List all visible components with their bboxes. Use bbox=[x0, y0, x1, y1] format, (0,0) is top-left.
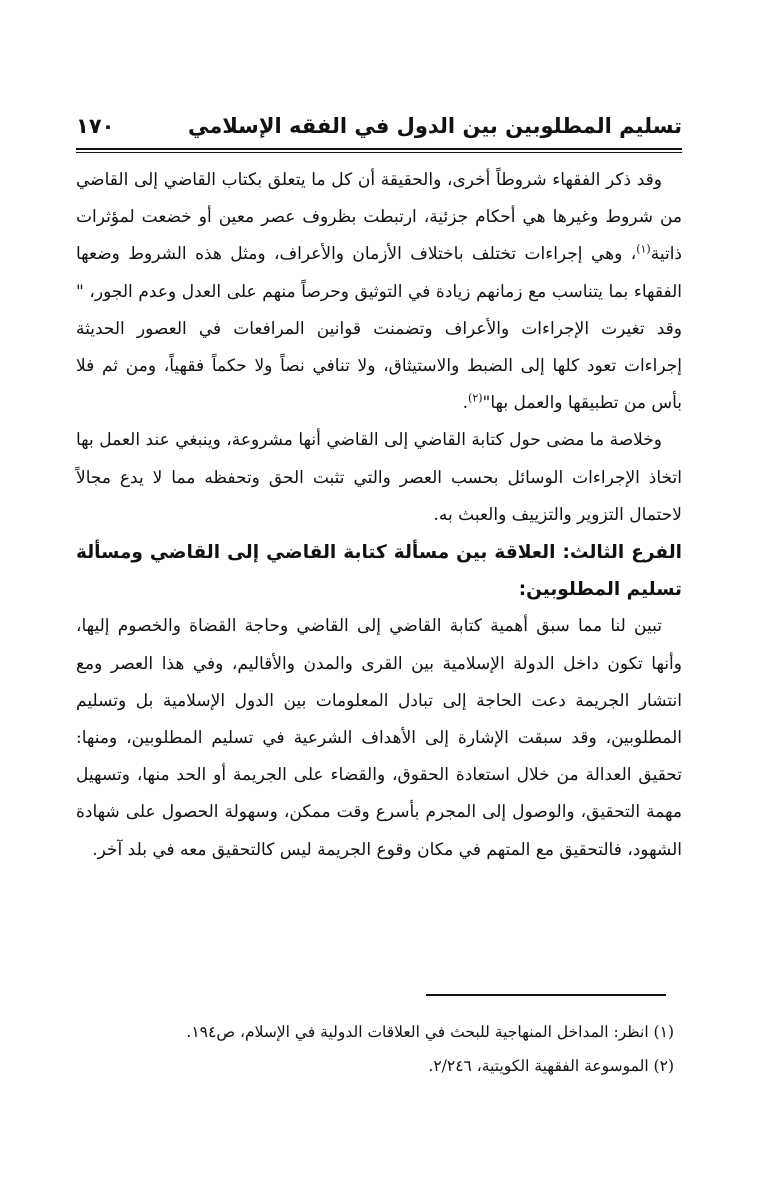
footnote-separator bbox=[426, 994, 666, 996]
running-header bbox=[76, 110, 682, 150]
footnote-2: (٢) الموسوعة الفقهية الكويتية، ٢/٢٤٦. bbox=[428, 1057, 674, 1075]
footnotes bbox=[76, 1015, 674, 1083]
running-title: تسليم المطلوبين بين الدول في الفقه الإسلامي bbox=[187, 114, 682, 138]
paragraph-3: تبين لنا مما سبق أهمية كتابة القاضي إلى القاضي وحاجة القضاة والخصوم إليها، وأنها تكون داخل الدولة الإسلامية بين القرى والمدن والأقاليم، وفي هذا العصر ومع انتشار الجريمة دعت الحاجة إلى تبادل المعلومات بين الدول الإسلامية بل وتسليم المطلوبين، وقد سبقت الإشارة إلى الأهداف الشرعية في تسليم المطلوبين، ومنها: تحقيق العدالة من خلال استعادة الحقوق، والقضاء على الجريمة أو الحد منها، وتسهيل مهمة التحقيق، والوصول إلى المجرم بأسرع وقت ممكن، وسهولة الحصول على شهادة الشهود، فالتحقيق مع المتهم في مكان وقوع الجريمة ليس كالتحقيق معه في بلد آخر. bbox=[76, 616, 682, 860]
paragraph-1: وقد ذكر الفقهاء شروطاً أخرى، والحقيقة أن كل ما يتعلق بكتاب القاضي إلى القاضي من شروط وغيرها هي أحكام جزئية، ارتبطت بظروف عصر معين أو خضعت لمؤثرات ذاتية$^{(١)}$، وهي إجراءات تختلف باختلاف الأزمان والأعراف، ومثل هذه الشروط وضعها الفقهاء بما يتناسب مع زمانهم زيادة في التوثيق وحرصاً منهم على العدل وعدم الجور، " وقد تغيرت الإجراءات والأعراف وتضمنت قوانين المرافعات في العصور الحديثة إجراءات تعود كلها إلى الضبط والاستيثاق، ولا تنافي نصاً ولا حكماً فقهياً، ومن ثم فلا بأس من تطبيقها والعمل بها"$^{(٢)}$. bbox=[76, 170, 682, 414]
page-number: ١٧٠ bbox=[76, 114, 115, 138]
header-rule-thick bbox=[76, 148, 682, 150]
section-heading: الفرع الثالث: العلاقة بين مسألة كتابة القاضي إلى القاضي ومسألة تسليم المطلوبين: bbox=[76, 542, 682, 601]
footnote-ref-2: (٢) bbox=[468, 391, 483, 405]
footnote-ref-1: (١) bbox=[636, 242, 651, 256]
header-rule-thin bbox=[76, 152, 682, 153]
paragraph-2: وخلاصة ما مضى حول كتابة القاضي إلى القاضي أنها مشروعة، وينبغي عند العمل بها اتخاذ الإجراءات الوسائل بحسب العصر والتي تثبت الحق وتحفظه مما لا يدع مجالاً لاحتمال التزوير والتزييف والعبث به. bbox=[76, 430, 682, 525]
main-text bbox=[76, 162, 682, 869]
footnote-1: (١) انظر: المداخل المنهاجية للبحث في العلاقات الدولية في الإسلام، ص١٩٤. bbox=[186, 1023, 674, 1041]
